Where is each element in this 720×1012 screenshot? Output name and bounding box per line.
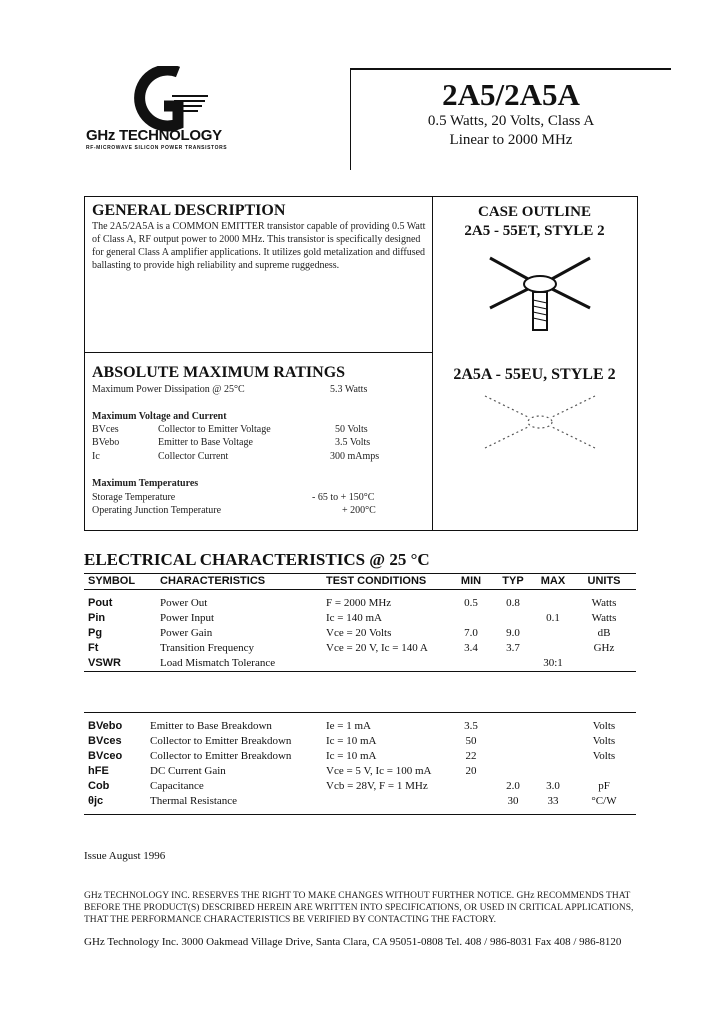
table-cell: dB (597, 626, 611, 639)
table-cell: Emitter to Base Breakdown (150, 719, 272, 732)
table-cell (492, 734, 534, 749)
table-cell (84, 809, 636, 815)
table-cell: Volts (592, 749, 616, 762)
table-cell: Transition Frequency (160, 641, 255, 654)
table-row (84, 764, 636, 779)
header-units: UNITS (572, 574, 636, 590)
amr-val: 3.5 Volts (335, 437, 371, 448)
table-cell: 2.0 (506, 779, 520, 792)
table-row (84, 641, 636, 656)
general-description-body: The 2A5/2A5A is a COMMON EMITTER transistor capable of providing 0.5 Watt of Class A, RF output power to 2000 MHz. This transistor is specifically designed for general Class A amplifier applications. It utilizes gold metalization and diffused ballasting to provide high reliability and supreme ruggedness. (92, 221, 426, 271)
table-cell: 3.4 (464, 641, 478, 654)
table-cell: Power Input (160, 611, 215, 624)
table-cell (492, 611, 534, 626)
table-cell: 0.5 (464, 596, 478, 609)
header-test-conditions: TEST CONDITIONS (322, 574, 450, 590)
table-row (84, 794, 636, 809)
table-cell: Volts (592, 734, 616, 747)
amr-temp-val: + 200°C (342, 505, 376, 516)
amr-power-value: 5.3 Watts (330, 384, 368, 395)
ec-table-2 (84, 712, 636, 815)
table-cell: 9.0 (506, 626, 520, 639)
table-cell: 7.0 (464, 626, 478, 639)
table-cell: F = 2000 MHz (326, 596, 392, 609)
table-cell (534, 719, 572, 734)
table-cell: DC Current Gain (150, 764, 226, 777)
table-cell: 33 (547, 794, 559, 807)
table-cell: Ft (88, 641, 99, 654)
table-cell: 30 (507, 794, 519, 807)
table-cell: 20 (465, 764, 477, 777)
amr-desc: Collector Current (158, 451, 229, 462)
table-cell (450, 611, 492, 626)
table-cell: Vce = 20 V, Ic = 140 A (326, 641, 428, 654)
company-tagline: RF-MICROWAVE SILICON POWER TRANSISTORS (86, 145, 228, 151)
table-cell: VSWR (88, 656, 121, 669)
spec-line-1: 0.5 Watts, 20 Volts, Class A (427, 113, 595, 129)
table-cell: pF (598, 779, 610, 792)
amr-temp-val: - 65 to + 150°C (312, 492, 375, 503)
table-row (84, 596, 636, 611)
table-cell (534, 596, 572, 611)
table-cell: Collector to Emitter Breakdown (150, 749, 292, 762)
amr-desc: Emitter to Base Voltage (158, 437, 253, 448)
table-cell: Pg (88, 626, 103, 639)
table-row (84, 749, 636, 764)
table-cell: Vce = 5 V, Ic = 100 mA (326, 764, 432, 777)
amr-power-label: Maximum Power Dissipation @ 25°C (92, 384, 245, 395)
table-cell: 0.8 (506, 596, 520, 609)
header-characteristics: CHARACTERISTICS (156, 574, 322, 590)
table-cell (534, 734, 572, 749)
table-row (84, 719, 636, 734)
table-cell (492, 719, 534, 734)
amr-desc: Collector to Emitter Voltage (158, 424, 271, 435)
table-cell: Capacitance (150, 779, 204, 792)
table-cell: Ie = 1 mA (326, 719, 371, 732)
table-row (84, 656, 636, 672)
case-style-1: 2A5 - 55ET, STYLE 2 (464, 223, 605, 239)
general-description-title: GENERAL DESCRIPTION (92, 202, 286, 219)
table-cell: 3.0 (546, 779, 560, 792)
package-55eu-drawing (475, 388, 605, 458)
table-cell (572, 656, 636, 672)
table-cell: Ic = 140 mA (326, 611, 382, 624)
table-cell: Pin (88, 611, 106, 624)
table-cell (322, 794, 450, 809)
amr-val: 300 mAmps (330, 451, 380, 462)
table-cell: hFE (88, 764, 109, 777)
table-cell (534, 641, 572, 656)
divider-horizontal (84, 352, 432, 353)
amr-sym: BVebo (92, 437, 120, 448)
table-row (84, 734, 636, 749)
header-min: MIN (450, 574, 492, 590)
company-name: GHz TECHNOLOGY (86, 127, 222, 144)
header-symbol: SYMBOL (84, 574, 156, 590)
table-cell: Collector to Emitter Breakdown (150, 734, 292, 747)
table-cell: Load Mismatch Tolerance (160, 656, 276, 669)
table-cell: Volts (592, 719, 616, 732)
table-cell (322, 656, 450, 672)
table-cell (450, 794, 492, 809)
issue-date: Issue August 1996 (84, 850, 166, 862)
table-row (84, 779, 636, 794)
table-cell: 30:1 (543, 656, 563, 669)
amr-voltage-head: Maximum Voltage and Current (92, 411, 227, 422)
table-cell: Ic = 10 mA (326, 734, 377, 747)
table-cell (492, 749, 534, 764)
table-cell: GHz (593, 641, 615, 654)
table-cell: Ic = 10 mA (326, 749, 377, 762)
amr-temp-head: Maximum Temperatures (92, 478, 199, 489)
table-cell: 50 (465, 734, 477, 747)
table-cell: 22 (465, 749, 477, 762)
legal-notice: GHz TECHNOLOGY INC. RESERVES THE RIGHT TO MAKE CHANGES WITHOUT FURTHER NOTICE. GHz RECOMMENDS THAT BEFORE THE PRODUCT(S) DESCRIBED HEREIN ARE WRITTEN INTO SPECIFICATIONS, OR USED IN CRITICAL APPLICATIONS, THAT THE PERFORMANCE CHARACTERISTICS BE VERIFIED BY CONTACTING THE FACTORY. (84, 891, 634, 925)
amr-sym: Ic (92, 451, 100, 462)
amr-temp-label: Storage Temperature (92, 492, 176, 503)
table-cell: Power Gain (160, 626, 213, 639)
table-cell: 3.7 (506, 641, 520, 654)
table-cell (450, 779, 492, 794)
table-cell (492, 656, 534, 672)
table-cell (534, 764, 572, 779)
table-cell (572, 764, 636, 779)
table-cell: θjc (88, 794, 104, 807)
table-cell: Vcb = 28V, F = 1 MHz (326, 779, 428, 792)
table-cell: Pout (88, 596, 113, 609)
spec-line-2: Linear to 2000 MHz (449, 132, 573, 148)
table-cell (534, 626, 572, 641)
table-row (84, 626, 636, 641)
table-cell (492, 764, 534, 779)
header-max: MAX (534, 574, 572, 590)
amr-temp-label: Operating Junction Temperature (92, 505, 222, 516)
part-number: 2A5/2A5A (442, 77, 580, 112)
ec-table-1 (84, 573, 636, 672)
table-cell: 3.5 (464, 719, 478, 732)
table-cell: Power Out (160, 596, 208, 609)
company-address: GHz Technology Inc. 3000 Oakmead Village Drive, Santa Clara, CA 95051-0808 Tel. 408 / 986-8031 Fax 408 / 986-8120 (84, 936, 622, 948)
table-cell: °C/W (591, 794, 617, 807)
amr-title: ABSOLUTE MAXIMUM RATINGS (92, 364, 346, 381)
table-cell: Cob (88, 779, 110, 792)
table-cell: Thermal Resistance (150, 794, 238, 807)
table-cell (534, 749, 572, 764)
divider-vertical (432, 196, 433, 530)
table-cell: Watts (591, 611, 617, 624)
table-cell: BVceo (88, 749, 123, 762)
amr-val: 50 Volts (335, 424, 368, 435)
table-cell: Vce = 20 Volts (326, 626, 392, 639)
table-cell: 0.1 (546, 611, 560, 624)
table-cell (450, 656, 492, 672)
table-row (84, 611, 636, 626)
title-block (350, 68, 671, 170)
ec-title: ELECTRICAL CHARACTERISTICS @ 25 °C (84, 550, 430, 569)
package-55et-drawing (470, 248, 610, 338)
case-outline-title: CASE OUTLINE (478, 204, 591, 220)
amr-sym: BVces (92, 424, 119, 435)
case-style-2: 2A5A - 55EU, STYLE 2 (453, 366, 616, 383)
header-typ: TYP (492, 574, 534, 590)
table-cell: BVebo (88, 719, 123, 732)
table-cell: BVces (88, 734, 122, 747)
table-cell: Watts (591, 596, 617, 609)
